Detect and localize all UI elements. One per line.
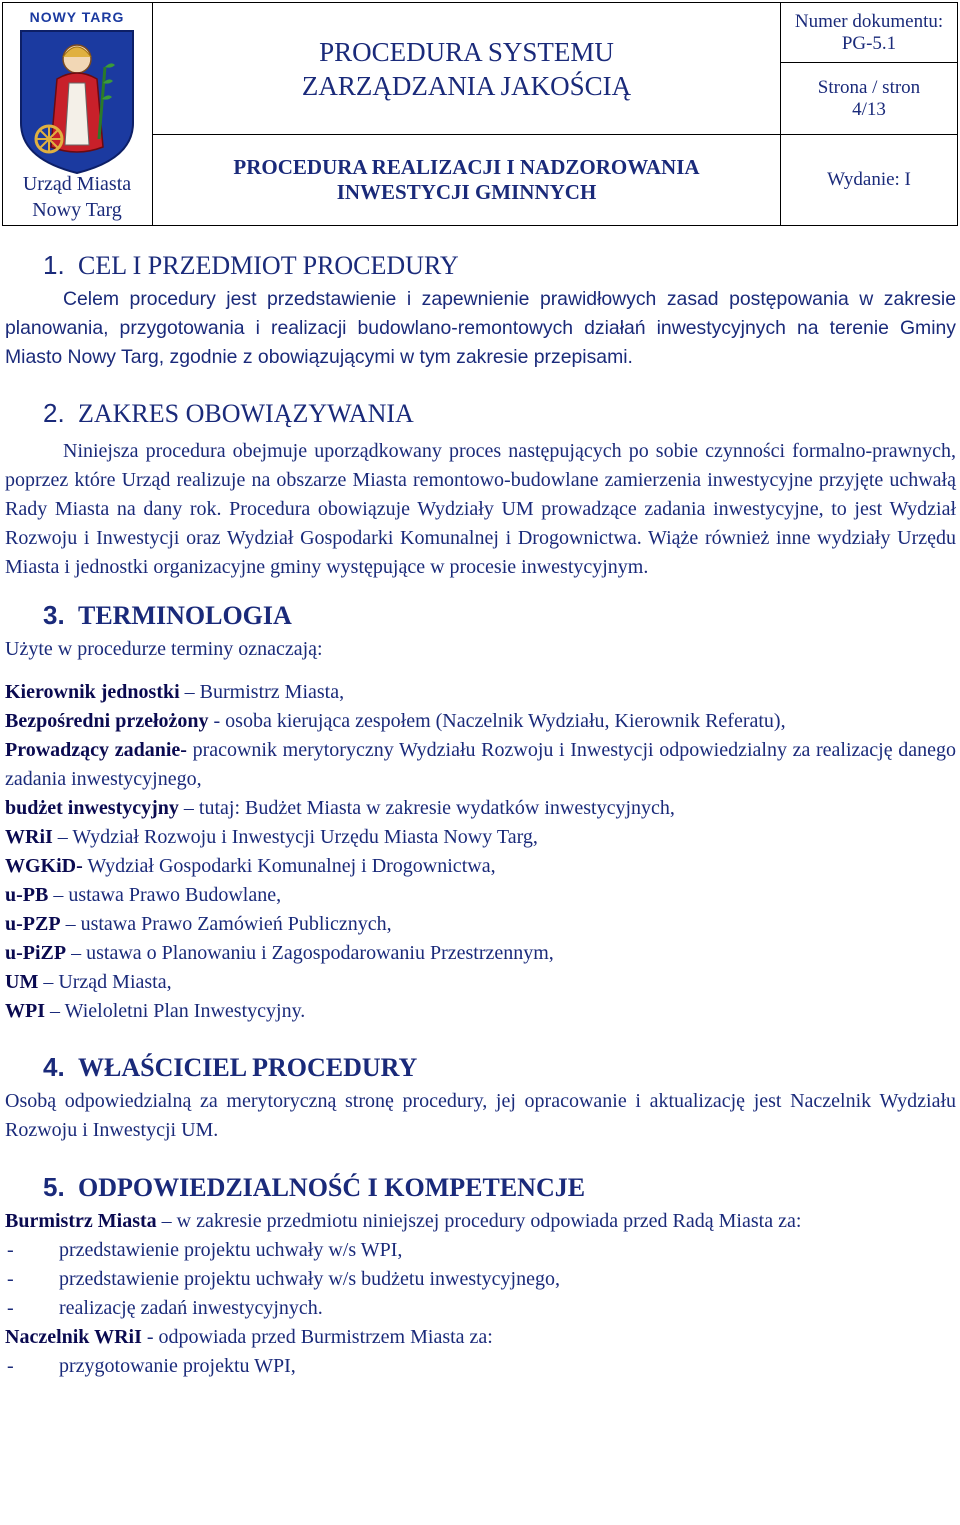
office-name: Urząd Miasta Nowy Targ bbox=[22, 173, 132, 221]
term-item: u-PZP – ustawa Prawo Zamówień Publicznych, bbox=[5, 913, 392, 935]
section-2-heading: 2. ZAKRES OBOWIĄZYWANIA bbox=[43, 398, 414, 428]
naczelnik-responsibility: Naczelnik WRiI - odpowiada przed Burmistrzem Miasta za: bbox=[5, 1326, 493, 1348]
section-1-heading: 1. CEL I PRZEDMIOT PROCEDURY bbox=[43, 250, 459, 280]
logo-cell bbox=[3, 3, 153, 225]
document-body bbox=[5, 246, 956, 1381]
list-item: - przedstawienie projektu uchwały w/s budżetu inwestycyjnego, bbox=[7, 1268, 560, 1290]
title-cell bbox=[153, 3, 781, 225]
term-item: u-PB – ustawa Prawo Budowlane, bbox=[5, 884, 282, 906]
terminology-list bbox=[5, 678, 956, 1026]
term-item: Kierownik jednostki – Burmistrz Miasta, bbox=[5, 681, 345, 703]
list-item: - przygotowanie projektu WPI, bbox=[7, 1355, 296, 1377]
term-item: Prowadzący zadanie- pracownik merytoryczny Wydziału Rozwoju i Inwestycji odpowiedzialny za realizację danego zadania inwestycyjnego, bbox=[5, 739, 956, 790]
burmistrz-responsibility: Burmistrz Miasta – w zakresie przedmiotu niniejszej procedury odpowiada przed Radą Miasta za: bbox=[5, 1210, 802, 1232]
procedure-subtitle: PROCEDURA REALIZACJI I NADZOROWANIA INWESTYCJI GMINNYCH bbox=[233, 155, 700, 204]
document-number: Numer dokumentu: PG-5.1 bbox=[781, 3, 957, 63]
document-header bbox=[2, 2, 958, 226]
term-item: budżet inwestycyjny – tutaj: Budżet Miasta w zakresie wydatków inwestycyjnych, bbox=[5, 797, 675, 819]
list-item: - przedstawienie projektu uchwały w/s WPI, bbox=[7, 1239, 403, 1261]
edition: Wydanie: I bbox=[827, 169, 911, 190]
term-item: u-PiZP – ustawa o Planowaniu i Zagospodarowaniu Przestrzennym, bbox=[5, 942, 554, 964]
section-2-text: Niniejsza procedura obejmuje uporządkowany proces następujących po sobie czynności formalno-prawnych, poprzez które Urząd realizuje na obszarze Miasta remontowo-budowlane zamierzenia inwestycyjne przyjęte uchwałą Rady Miasta na dany rok. Procedura obowiązuje Wydziały UM prowadzące zadania inwestycyjne, to jest Wydział Rozwoju i Inwestycji oraz Wydział Gospodarki Komunalnej i Drogownictwa. Wiąże również inne wydziały Urzędu Miasta i jednostki organizacyjne gminy występujące w procesie inwestycyjnym. bbox=[5, 440, 956, 578]
term-item: UM – Urząd Miasta, bbox=[5, 971, 172, 993]
procedure-system-title: PROCEDURA SYSTEMU ZARZĄDZANIA JAKOŚCIĄ bbox=[153, 3, 780, 135]
section-4-text: Osobą odpowiedzialną za merytoryczną stronę procedury, jej opracowanie i aktualizację jest Naczelnik Wydziału Rozwoju i Inwestycji UM. bbox=[5, 1090, 956, 1141]
coat-of-arms-icon bbox=[17, 27, 137, 177]
logo-text: NOWY TARG bbox=[29, 9, 125, 25]
term-item: WRiI – Wydział Rozwoju i Inwestycji Urzędu Miasta Nowy Targ, bbox=[5, 826, 538, 848]
list-item: - realizację zadań inwestycyjnych. bbox=[7, 1297, 323, 1319]
section-5-heading: 5. ODPOWIEDZIALNOŚĆ I KOMPETENCJE bbox=[43, 1172, 586, 1202]
terminology-intro: Użyte w procedurze terminy oznaczają: bbox=[5, 638, 323, 660]
meta-cell bbox=[781, 3, 957, 225]
page-number: Strona / stron 4/13 bbox=[781, 63, 957, 135]
section-1-text: Celem procedury jest przedstawienie i zapewnienie prawidłowych zasad postępowania w zakresie planowania, przygotowania i realizacji budowlano-remontowych działań inwestycyjnych na terenie Gminy Miasto Nowy Targ, zgodnie z obowiązującymi w tym zakresie przepisami. bbox=[5, 288, 956, 368]
section-3-heading: 3. TERMINOLOGIA bbox=[43, 600, 292, 630]
term-item: WPI – Wieloletni Plan Inwestycyjny. bbox=[5, 1000, 306, 1022]
term-item: WGKiD- Wydział Gospodarki Komunalnej i Drogownictwa, bbox=[5, 855, 496, 877]
term-item: Bezpośredni przełożony - osoba kierująca zespołem (Naczelnik Wydziału, Kierownik Referatu), bbox=[5, 710, 786, 732]
section-4-heading: 4. WŁAŚCICIEL PROCEDURY bbox=[43, 1052, 418, 1082]
